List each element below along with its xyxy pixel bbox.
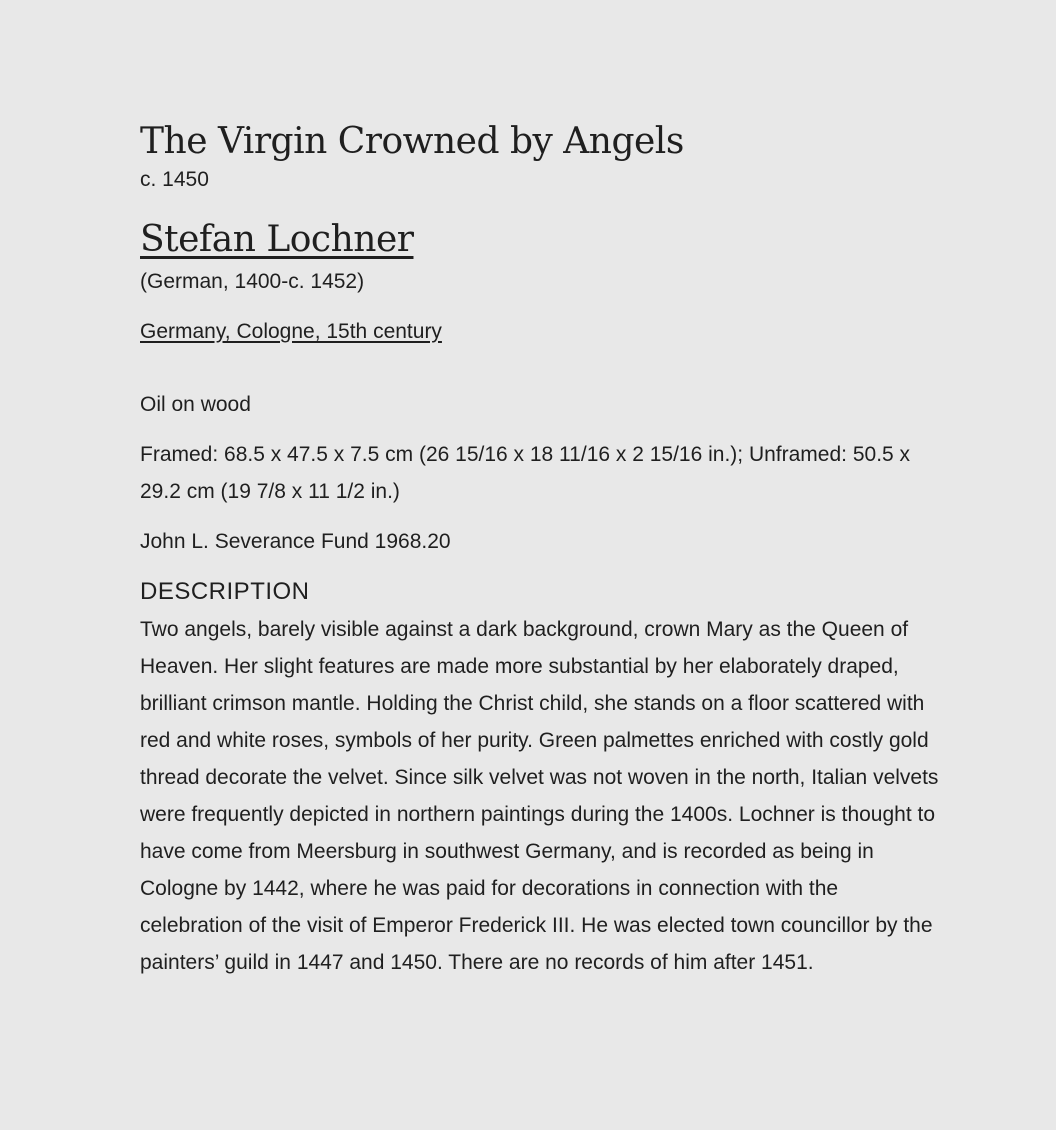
artwork-date: c. 1450: [140, 168, 209, 191]
artwork-title: The Virgin Crowned by Angels: [140, 121, 684, 162]
description-heading: DESCRIPTION: [140, 578, 310, 605]
credit-line: John L. Severance Fund 1968.20: [140, 530, 451, 553]
artwork-medium: Oil on wood: [140, 393, 251, 416]
artist-nationality: (German, 1400-c. 1452): [140, 270, 365, 293]
culture-link[interactable]: Germany, Cologne, 15th century: [140, 320, 442, 343]
description-text: Two angels, barely visible against a dark background, crown Mary as the Queen of Heaven. Her slight features are made more substantial by her elaborately draped, brilliant crimson mantle. Holding the Christ child, she stands on a floor scattered with red and white roses, symbols of her purity. Green palmettes enriched with costly gold thread decorate the velvet. Since silk velvet was not woven in the north, Italian velvets were frequently depicted in northern paintings during the 1400s. Lochner is thought to have come from Meersburg in southwest Germany, and is recorded as being in Cologne by 1442, where he was paid for decorations in connection with the celebration of the visit of Emperor Frederick III. He was elected town councillor by the painters’ guild in 1447 and 1450. There are no records of him after 1451.: [140, 618, 939, 974]
description-section: [140, 574, 940, 981]
artwork-detail-panel: [140, 118, 940, 981]
artwork-dimensions: Framed: 68.5 x 47.5 x 7.5 cm (26 15/16 x 18 11/16 x 2 15/16 in.); Unframed: 50.5 x 29.2 cm (19 7/8 x 11 1/2 in.): [140, 443, 911, 503]
artist-name-link[interactable]: Stefan Lochner: [140, 219, 414, 260]
artist-block: [140, 196, 940, 298]
